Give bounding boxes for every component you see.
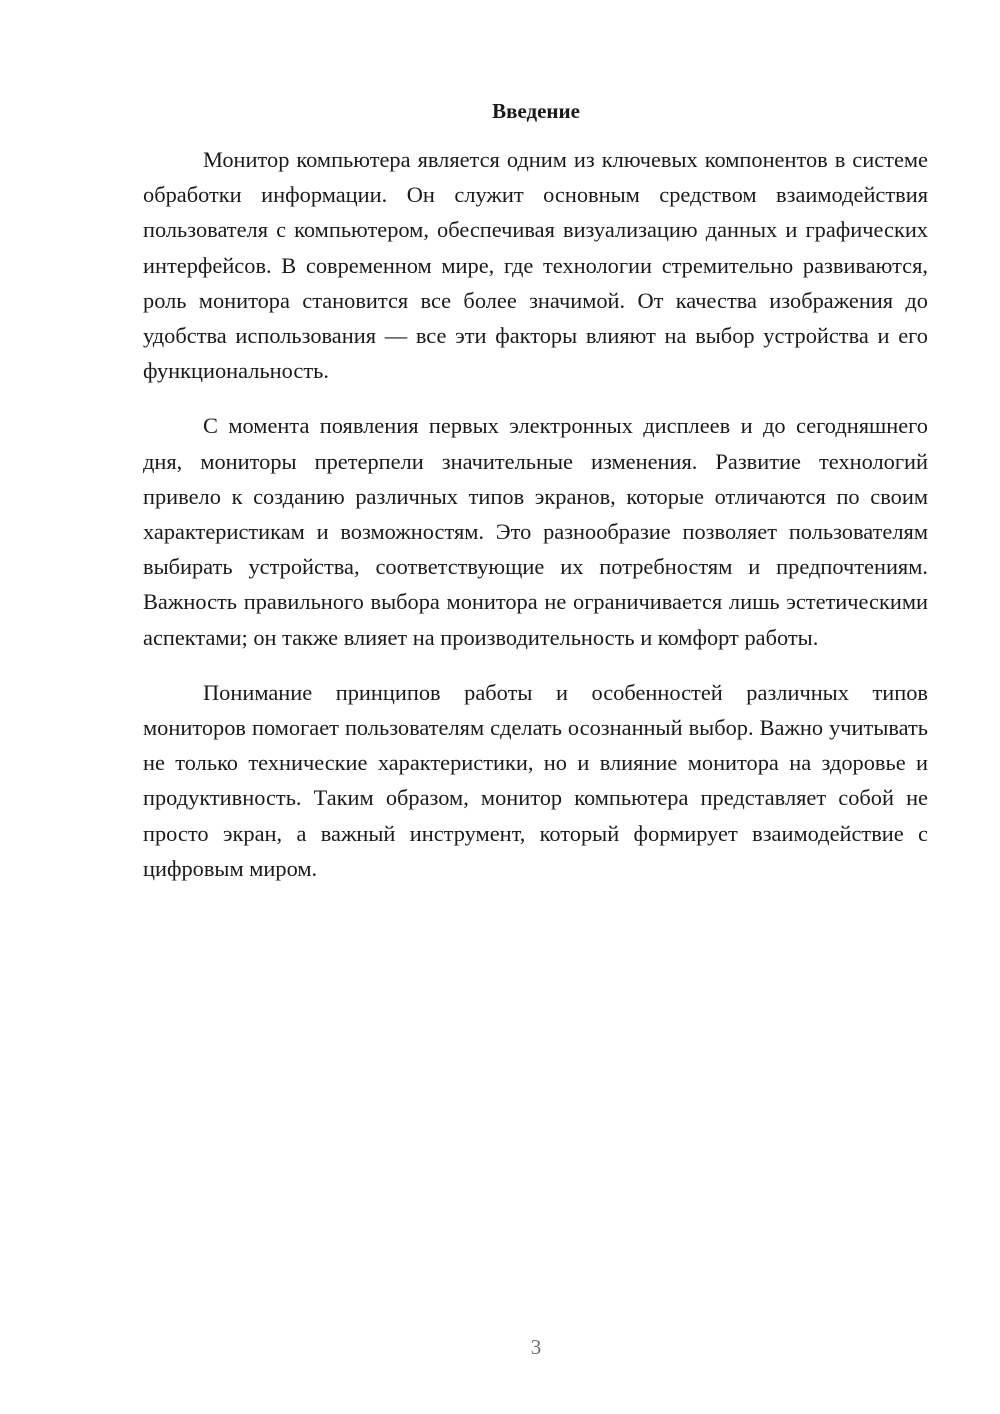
paragraph-2: С момента появления первых электронных дисплеев и до сегодняшнего дня, мониторы претерпели значительные изменения. Развитие технологий привело к созданию различных типов экранов, которые отличаются по своим характеристикам и возможностям. Это разнообразие позволяет пользователям выбирать устройства, соответствующие их потребностям и предпочтениям. Важность правильного выбора монитора не ограничивается лишь эстетическими аспектами; он также влияет на производительность и комфорт работы. [143,413,928,650]
paragraph-3: Понимание принципов работы и особенностей различных типов мониторов помогает пользователям сделать осознанный выбор. Важно учитывать не только технические характеристики, но и влияние монитора на здоровье и продуктивность. Таким образом, монитор компьютера представляет собой не просто экран, а важный инструмент, который формирует взаимодействие с цифровым миром. [143,679,928,881]
paragraph-1: Монитор компьютера является одним из ключевых компонентов в системе обработки информации. Он служит основным средством взаимодействия пользователя с компьютером, обеспечивая визуализацию данных и графических интерфейсов. В современном мире, где технологии стремительно развиваются, роль монитора становится все более значимой. От качества изображения до удобства использования — все эти факторы влияют на выбор устройства и его функциональность. [143,147,928,384]
section-title: Введение [492,99,580,123]
body-text [143,142,928,906]
page-number: 3 [530,1335,542,1359]
